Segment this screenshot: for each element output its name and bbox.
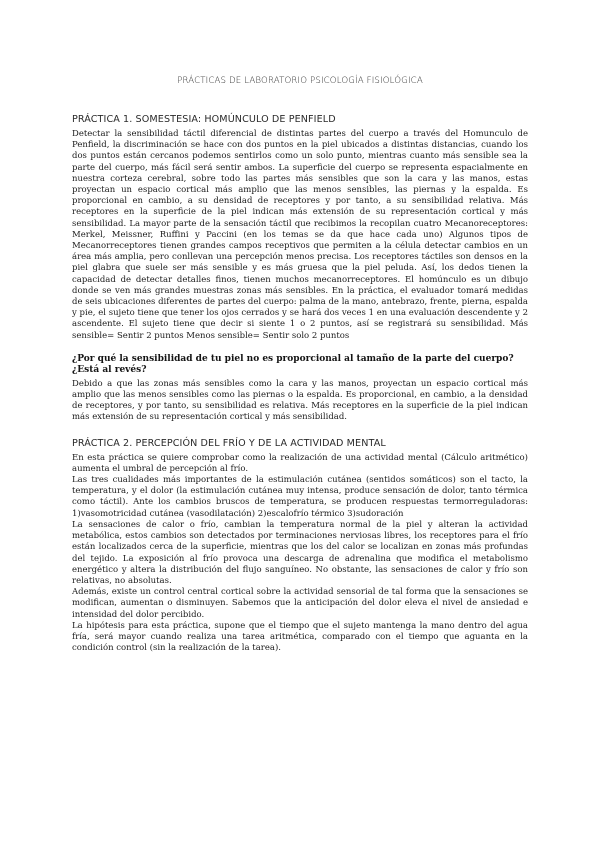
document-title: PRÁCTICAS DE LABORATORIO PSICOLOGÍA FISIOLÓGICA bbox=[177, 76, 423, 86]
practice-1-paragraph: Detectar la sensibilidad táctil diferencial de distintas partes del cuerpo a través del Homunculo de Penfield, la discriminación se hace con dos puntos en la piel ubicados a distintas distancias, cuando los dos puntos están cercanos podemos sentirlos como un solo punto, mientras cuanto más sensible sea la parte del cuerpo, más fácil será sentir ambos. La superficie del cuerpo se representa espacialmente en nuestra corteza cerebral, sobre todo las partes más sensibles que son la cara y las manos, estas proyectan un espacio cortical más amplio que las menos sensibles, las piernas y la espalda. Es proporcional en cambio, a su densidad de receptores y por tanto, a su sensibilidad relativa. Más receptores en la superficie de la piel indican más extensión de su representación cortical y más sensibilidad. La mayor parte de la sensación táctil que recibimos la recopilan cuatro Mecanoreceptores: Merkel, Meissner, Ruffini y Paccini (en los temas se da que hace cada uno) Algunos tipos de Mecanorreceptores tienen grandes campos receptivos que permiten a la célula detectar cambios en un área más amplia, pero conllevan una percepción menos precisa. Los receptores táctiles son densos en la piel glabra que suele ser más sensible y es más gruesa que la piel peluda. Así, los dedos tienen la capacidad de detectar detalles finos, tienen muchos mecanorreceptores. El homúnculo es un dibujo donde se ven más grandes muestras zonas más sensibles. En la práctica, el evaluador tomará medidas de seis ubicaciones diferentes de partes del cuerpo: palma de la mano, antebrazo, frente, pierna, espalda y pie, el sujeto tiene que tener los ojos cerrados y se hará dos veces 1 en una evaluación descendente y 2 ascendente. El sujeto tiene que decir si siente 1 o 2 puntos, así se registrará su sensibilidad. Más sensible= Sentir 2 puntos Menos sensible= Sentir solo 2 puntos bbox=[72, 129, 528, 341]
practice-2-heading: PRÁCTICA 2. PERCEPCIÓN DEL FRÍO Y DE LA ACTIVIDAD MENTAL bbox=[72, 437, 386, 449]
practice-2-paragraph-2: Las tres cualidades más importantes de la estimulación cutánea (sentidos somáticos) son el tacto, la temperatura, y el dolor (la estimulación cutánea muy intensa, produce sensación de dolor, tanto térmica como táctil). Ante los cambios bruscos de temperatura, se producen respuestas termorreguladoras: 1)vasomotricidad cutánea (vasodilatación) 2)escalofrío térmico 3)sudoración bbox=[72, 475, 528, 519]
practice-1-answer: Debido a que las zonas más sensibles como la cara y las manos, proyectan un espacio cortical más amplio que las menos sensibles como las piernas o la espalda. Es proporcional, en cambio, a la densidad de receptores, y por tanto, su sensibilidad es relativa. Más receptores en la superficie de la piel indican más extensión de su representación cortical y más sensibilidad. bbox=[72, 378, 528, 423]
practice-2-paragraph-5: La hipótesis para esta práctica, supone que el tiempo que el sujeto mantenga la mano dentro del agua fría, será mayor cuando realiza una tarea aritmética, comparado con el tiempo que aguanta en la condición control (sin la realización de la tarea). bbox=[72, 620, 528, 654]
practice-2-paragraph-4: Además, existe un control central cortical sobre la actividad sensorial de tal forma que la sensaciones se modifican, aumentan o disminuyen. Sabemos que la anticipación del dolor eleva el nivel de ansiedad e intensidad del dolor percibido. bbox=[72, 587, 528, 620]
practice-2-paragraph-3: La sensaciones de calor o frío, cambian la temperatura normal de la piel y alteran la actividad metabólica, estos cambios son detectados por terminaciones nerviosas libres, los receptores para el frío están localizados cerca de la superficie, mientras que los del calor se localizan en zonas más profundas del tejido. La exposición al frío provoca una descarga de adrenalina que modifica el metabolismo energético y altera la distribución del flujo sanguíneo. No obstante, las sensaciones de calor y frío son relativas, no absolutas. bbox=[72, 519, 528, 586]
practice-1-question: ¿Por qué la sensibilidad de tu piel no es proporcional al tamaño de la parte del cuerpo? ¿Está al revés? bbox=[72, 353, 514, 376]
practice-1-heading: PRÁCTICA 1. SOMESTESIA: HOMÚNCULO DE PENFIELD bbox=[72, 114, 336, 125]
practice-2-paragraph-1: En esta práctica se quiere comprobar como la realización de una actividad mental (Cálculo aritmético) aumenta el umbral de percepción al frío. bbox=[72, 452, 528, 474]
